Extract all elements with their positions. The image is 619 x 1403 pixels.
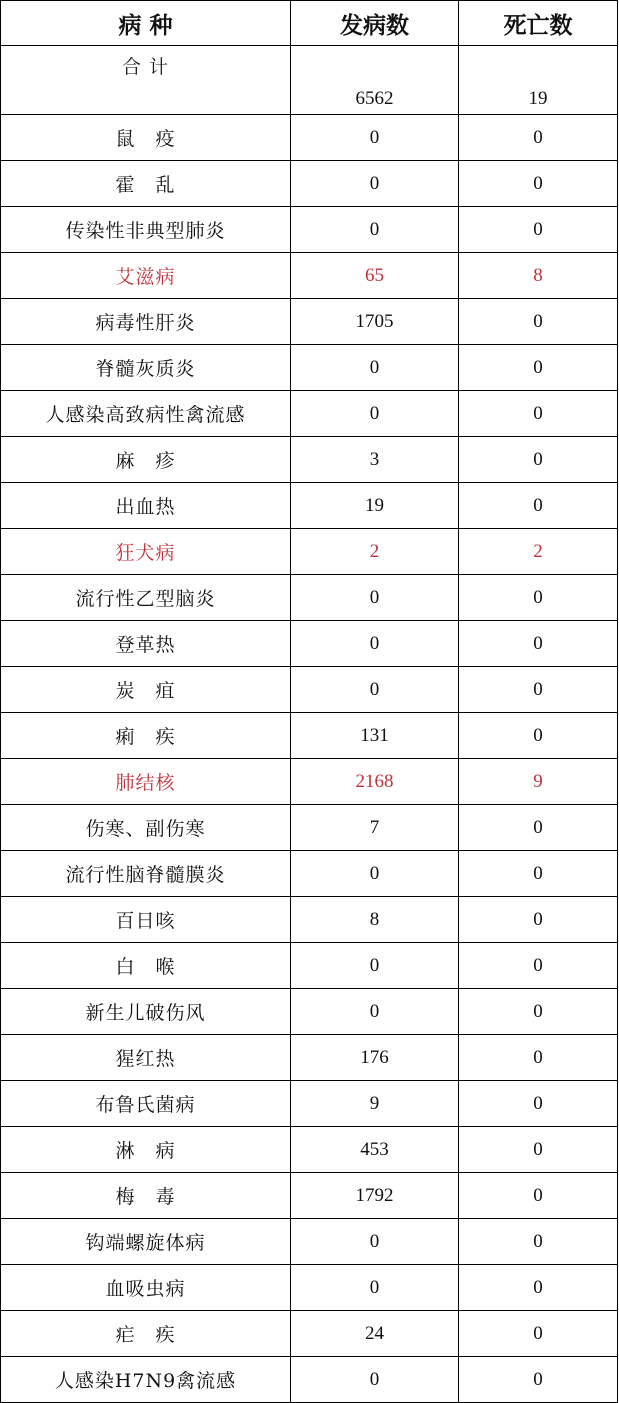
total-cases: 6562 xyxy=(291,46,459,115)
table-row xyxy=(1,345,618,391)
case-count: 8 xyxy=(291,897,459,943)
disease-name: 霍 乱 xyxy=(1,161,291,207)
case-count: 0 xyxy=(291,575,459,621)
table-row xyxy=(1,1173,618,1219)
death-count: 0 xyxy=(459,161,618,207)
death-count: 8 xyxy=(459,253,618,299)
table-row xyxy=(1,943,618,989)
death-count: 0 xyxy=(459,805,618,851)
death-count: 2 xyxy=(459,529,618,575)
case-count: 0 xyxy=(291,1357,459,1403)
death-count: 0 xyxy=(459,1081,618,1127)
table-row xyxy=(1,483,618,529)
disease-name: 流行性脑脊髓膜炎 xyxy=(1,851,291,897)
case-count: 0 xyxy=(291,345,459,391)
death-count: 0 xyxy=(459,299,618,345)
disease-name: 流行性乙型脑炎 xyxy=(1,575,291,621)
table-row xyxy=(1,529,618,575)
disease-name: 人感染H7N9禽流感 xyxy=(1,1357,291,1403)
table-row xyxy=(1,621,618,667)
table-row xyxy=(1,1265,618,1311)
case-count: 65 xyxy=(291,253,459,299)
total-row xyxy=(1,46,618,115)
table-row xyxy=(1,391,618,437)
disease-name: 麻 疹 xyxy=(1,437,291,483)
disease-name: 出血热 xyxy=(1,483,291,529)
disease-name: 疟 疾 xyxy=(1,1311,291,1357)
header-row xyxy=(1,1,618,46)
death-count: 0 xyxy=(459,1219,618,1265)
death-count: 0 xyxy=(459,391,618,437)
table-row xyxy=(1,299,618,345)
death-count: 0 xyxy=(459,851,618,897)
death-count: 0 xyxy=(459,897,618,943)
death-count: 0 xyxy=(459,1357,618,1403)
case-count: 0 xyxy=(291,667,459,713)
disease-name: 传染性非典型肺炎 xyxy=(1,207,291,253)
case-count: 0 xyxy=(291,207,459,253)
death-count: 0 xyxy=(459,621,618,667)
disease-name: 人感染高致病性禽流感 xyxy=(1,391,291,437)
disease-name: 梅 毒 xyxy=(1,1173,291,1219)
table-row xyxy=(1,851,618,897)
disease-name: 猩红热 xyxy=(1,1035,291,1081)
case-count: 131 xyxy=(291,713,459,759)
case-count: 0 xyxy=(291,943,459,989)
death-count: 0 xyxy=(459,1127,618,1173)
table-row xyxy=(1,575,618,621)
case-count: 19 xyxy=(291,483,459,529)
disease-name: 痢 疾 xyxy=(1,713,291,759)
case-count: 0 xyxy=(291,115,459,161)
table-row xyxy=(1,1219,618,1265)
death-count: 0 xyxy=(459,575,618,621)
table-row xyxy=(1,667,618,713)
case-count: 0 xyxy=(291,1265,459,1311)
case-count: 0 xyxy=(291,851,459,897)
disease-name: 布鲁氏菌病 xyxy=(1,1081,291,1127)
case-count: 2 xyxy=(291,529,459,575)
death-count: 0 xyxy=(459,483,618,529)
case-count: 1792 xyxy=(291,1173,459,1219)
disease-name: 白 喉 xyxy=(1,943,291,989)
header-disease: 病 种 xyxy=(1,1,291,46)
disease-name: 病毒性肝炎 xyxy=(1,299,291,345)
case-count: 3 xyxy=(291,437,459,483)
table-row xyxy=(1,1081,618,1127)
disease-name: 鼠 疫 xyxy=(1,115,291,161)
disease-name: 狂犬病 xyxy=(1,529,291,575)
table-row xyxy=(1,1127,618,1173)
death-count: 0 xyxy=(459,943,618,989)
disease-name: 艾滋病 xyxy=(1,253,291,299)
death-count: 0 xyxy=(459,1035,618,1081)
table-row xyxy=(1,805,618,851)
header-deaths: 死亡数 xyxy=(459,1,618,46)
case-count: 2168 xyxy=(291,759,459,805)
total-label: 合 计 xyxy=(1,46,291,115)
table-row xyxy=(1,1035,618,1081)
disease-name: 炭 疽 xyxy=(1,667,291,713)
disease-name: 肺结核 xyxy=(1,759,291,805)
case-count: 9 xyxy=(291,1081,459,1127)
case-count: 1705 xyxy=(291,299,459,345)
table-row xyxy=(1,1311,618,1357)
death-count: 0 xyxy=(459,115,618,161)
death-count: 0 xyxy=(459,1265,618,1311)
death-count: 0 xyxy=(459,1173,618,1219)
death-count: 0 xyxy=(459,437,618,483)
case-count: 453 xyxy=(291,1127,459,1173)
table-row xyxy=(1,989,618,1035)
case-count: 24 xyxy=(291,1311,459,1357)
total-deaths: 19 xyxy=(459,46,618,115)
table-row xyxy=(1,207,618,253)
disease-name: 脊髓灰质炎 xyxy=(1,345,291,391)
table-row xyxy=(1,161,618,207)
disease-name: 伤寒、副伤寒 xyxy=(1,805,291,851)
disease-name: 钩端螺旋体病 xyxy=(1,1219,291,1265)
disease-name: 血吸虫病 xyxy=(1,1265,291,1311)
case-count: 176 xyxy=(291,1035,459,1081)
table-row xyxy=(1,437,618,483)
table-row xyxy=(1,115,618,161)
case-count: 0 xyxy=(291,989,459,1035)
case-count: 0 xyxy=(291,391,459,437)
table-row xyxy=(1,713,618,759)
case-count: 0 xyxy=(291,621,459,667)
table-row xyxy=(1,759,618,805)
death-count: 0 xyxy=(459,1311,618,1357)
disease-name: 百日咳 xyxy=(1,897,291,943)
table-row xyxy=(1,1357,618,1403)
table-row xyxy=(1,253,618,299)
case-count: 0 xyxy=(291,161,459,207)
disease-name: 新生儿破伤风 xyxy=(1,989,291,1035)
death-count: 0 xyxy=(459,713,618,759)
death-count: 0 xyxy=(459,207,618,253)
table-row xyxy=(1,897,618,943)
death-count: 0 xyxy=(459,667,618,713)
case-count: 7 xyxy=(291,805,459,851)
case-count: 0 xyxy=(291,1219,459,1265)
death-count: 9 xyxy=(459,759,618,805)
disease-name: 淋 病 xyxy=(1,1127,291,1173)
death-count: 0 xyxy=(459,345,618,391)
disease-name: 登革热 xyxy=(1,621,291,667)
death-count: 0 xyxy=(459,989,618,1035)
header-cases: 发病数 xyxy=(291,1,459,46)
